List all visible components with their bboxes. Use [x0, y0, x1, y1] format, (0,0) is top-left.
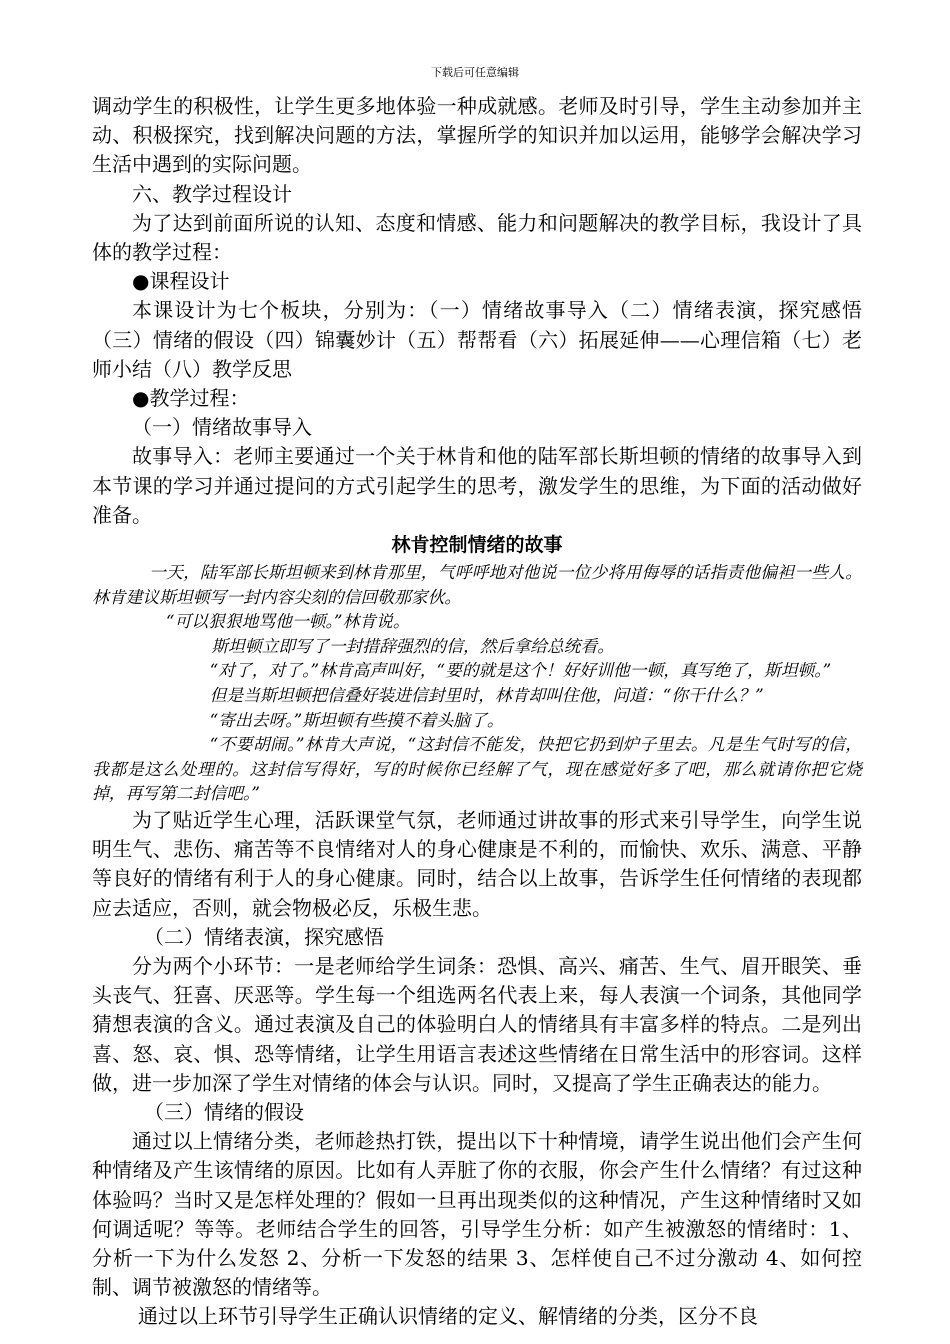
story-paragraph: “不要胡闹。”林肯大声说，“这封信不能发，快把它扔到炉子里去。凡是生气时写的信，我都是这么处理的。这封信写得好，写的时候你已经解了气，现在感觉好多了吧，那么就请你把它烧掉，再写第二封信吧。”: [92, 734, 862, 804]
page-header: 下载后可任意编辑: [431, 66, 519, 79]
story-title: 林肯控制情绪的故事: [391, 534, 563, 557]
story-block: [92, 560, 862, 806]
subsection-heading: （一）情绪故事导入: [132, 415, 312, 440]
paragraph: 调动学生的积极性，让学生更多地体验一种成就感。老师及时引导，学生主动参加并主动、积极探究，找到解决问题的方法，掌握所学的知识并加以运用，能够学会解决学习生活中遇到的实际问题。: [92, 94, 862, 177]
story-paragraph: 但是当斯坦顿把信叠好装进信封里时，林肯却叫住他，问道：“你干什么？”: [209, 685, 764, 706]
paragraph: 分为两个小环节：一是老师给学生词条：恐惧、高兴、痛苦、生气、眉开眼笑、垂头丧气、狂喜、厌恶等。学生每一个组选两名代表上来，每人表演一个词条，其他同学猜想表演的含义。通过表演及自己的体验明白人的情绪具有丰富多样的特点。二是列出喜、怒、哀、惧、恐等情绪，让学生用语言表述这些情绪在日常生活中的形容词。这样做，进一步加深了学生对情绪的体会与认识。同时，又提高了学生正确表达的能力。: [92, 954, 862, 1095]
bullet-heading: ●课程设计: [132, 269, 230, 294]
document-body: [92, 92, 862, 1332]
story-paragraph: 斯坦顿立即写了一封措辞强烈的信，然后拿给总统看。: [211, 635, 615, 656]
paragraph: 为了贴近学生心理，活跃课堂气氛，老师通过讲故事的形式来引导学生，向学生说明生气、悲伤、痛苦等不良情绪对人的身心健康是不利的，而愉快、欢乐、满意、平静等良好的情绪有利于人的身心健康。同时，结合以上故事，告诉学生任何情绪的表现都应去适应，否则，就会物极必反，乐极生悲。: [92, 807, 862, 920]
paragraph: 通过以上环节引导学生正确认识情绪的定义、解情绪的分类，区分不良: [138, 1304, 758, 1329]
paragraph: 通过以上情绪分类，老师趁热打铁，提出以下十种情境，请学生说出他们会产生何种情绪及产生该情绪的原因。比如有人弄脏了你的衣服，你会产生什么情绪？有过这种体验吗？当时又是怎样处理的？假如一旦再出现类似的这种情况，产生这种情绪时又如何调适呢？等等。老师结合学生的回答，引导学生分析：如产生被激怒的情绪时：1、分析一下为什么发怒 2、分析一下发怒的结果 3、怎样使自己不过分激动 4、如何控制、调节被激怒的情绪等。: [92, 1129, 862, 1300]
bullet-heading: ●教学过程：: [132, 386, 250, 411]
paragraph: 故事导入：老师主要通过一个关于林肯和他的陆军部长斯坦顿的情绪的故事导入到本节课的学习并通过提问的方式引起学生的思考，激发学生的思维，为下面的活动做好准备。: [92, 444, 862, 527]
story-paragraph: “寄出去呀。”斯坦顿有些摸不着头脑了。: [209, 709, 504, 730]
paragraph: 本课设计为七个板块，分别为：（一）情绪故事导入（二）情绪表演，探究感悟（三）情绪的假设（四）锦囊妙计（五）帮帮看（六）拓展延伸——心理信箱（七）老师小结（八）教学反思: [92, 298, 862, 381]
section-heading: 六、教学过程设计: [132, 181, 292, 206]
subsection-heading: （三）情绪的假设: [144, 1100, 304, 1125]
paragraph: 为了达到前面所说的认知、态度和情感、能力和问题解决的教学目标，我设计了具体的教学过程：: [92, 210, 862, 265]
story-paragraph: “可以狠狠地骂他一顿。”林肯说。: [165, 611, 410, 632]
subsection-heading: （二）情绪表演，探究感悟: [144, 924, 384, 949]
story-paragraph: “对了，对了。”林肯高声叫好，“要的就是这个！好好训他一顿，真写绝了，斯坦顿。”: [209, 660, 832, 681]
story-paragraph: 一天，陆军部长斯坦顿来到林肯那里，气呼呼地对他说一位少将用侮辱的话指责他偏袒一些人。林肯建议斯坦顿写一封内容尖刻的信回敬那家伙。: [92, 562, 862, 607]
